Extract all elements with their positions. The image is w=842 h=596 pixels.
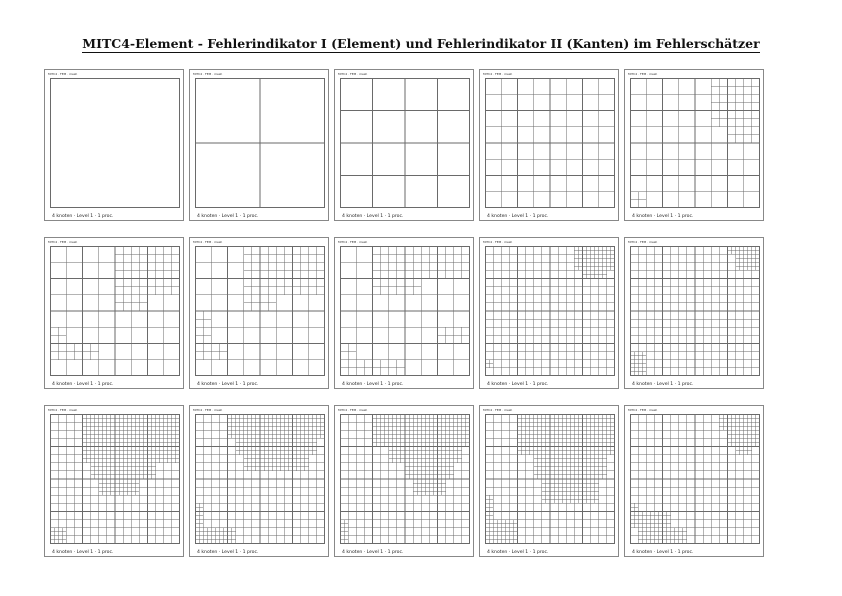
panel-header: MITC4 · FEM · mesh [338,240,368,244]
panel-footer: 4 knoten · Level 1 · 1 proc. [342,382,404,387]
mesh-plot [485,246,615,376]
panel-footer: 4 knoten · Level 1 · 1 proc. [632,382,694,387]
mesh-plot [340,246,470,376]
mesh-panel [479,405,619,557]
mesh-panel [189,405,329,557]
panel-footer: 4 knoten · Level 1 · 1 proc. [487,382,549,387]
mesh-panel [189,237,329,389]
panel-footer: 4 knoten · Level 1 · 1 proc. [632,214,694,219]
mesh-plot [340,78,470,208]
mesh-plot [340,414,470,544]
mesh-panel [624,69,764,221]
mesh-panel [44,237,184,389]
mesh-plot [195,414,325,544]
mesh-plot [485,78,615,208]
mesh-panel [334,237,474,389]
panel-footer: 4 knoten · Level 1 · 1 proc. [52,214,114,219]
mesh-panel [44,405,184,557]
panel-header: MITC4 · FEM · mesh [338,72,368,76]
mesh-plot [195,246,325,376]
panel-footer: 4 knoten · Level 1 · 1 proc. [342,214,404,219]
mesh-plot [50,78,180,208]
panel-header: MITC4 · FEM · mesh [48,72,78,76]
panel-footer: 4 knoten · Level 1 · 1 proc. [52,550,114,555]
mesh-border [51,79,180,208]
mesh-panel [334,405,474,557]
panel-header: MITC4 · FEM · mesh [483,240,513,244]
page-title [0,36,842,51]
panel-header: MITC4 · FEM · mesh [48,408,78,412]
panel-footer: 4 knoten · Level 1 · 1 proc. [487,214,549,219]
panel-header: MITC4 · FEM · mesh [193,72,223,76]
panel-header: MITC4 · FEM · mesh [628,408,658,412]
panel-footer: 4 knoten · Level 1 · 1 proc. [632,550,694,555]
mesh-plot [485,414,615,544]
panel-header: MITC4 · FEM · mesh [628,240,658,244]
panel-header: MITC4 · FEM · mesh [338,408,368,412]
mesh-plot [50,414,180,544]
panel-header: MITC4 · FEM · mesh [483,72,513,76]
mesh-plot [195,78,325,208]
panel-footer: 4 knoten · Level 1 · 1 proc. [487,550,549,555]
panel-header: MITC4 · FEM · mesh [193,240,223,244]
panel-header: MITC4 · FEM · mesh [48,240,78,244]
mesh-panel [624,237,764,389]
panel-header: MITC4 · FEM · mesh [193,408,223,412]
panel-footer: 4 knoten · Level 1 · 1 proc. [342,550,404,555]
panel-header: MITC4 · FEM · mesh [628,72,658,76]
panel-footer: 4 knoten · Level 1 · 1 proc. [197,550,259,555]
panel-footer: 4 knoten · Level 1 · 1 proc. [52,382,114,387]
mesh-panel [189,69,329,221]
mesh-plot [630,78,760,208]
page-title-text: MITC4-Element - Fehlerindikator I (Element) und Fehlerindikator II (Kanten) im Fehlerschätzer [82,36,760,51]
panel-header: MITC4 · FEM · mesh [483,408,513,412]
mesh-panel [44,69,184,221]
mesh-plot [630,414,760,544]
panel-footer: 4 knoten · Level 1 · 1 proc. [197,382,259,387]
panel-footer: 4 knoten · Level 1 · 1 proc. [197,214,259,219]
mesh-panel [334,69,474,221]
mesh-plot [50,246,180,376]
mesh-panel [624,405,764,557]
mesh-panel [479,69,619,221]
mesh-plot [630,246,760,376]
mesh-panel [479,237,619,389]
